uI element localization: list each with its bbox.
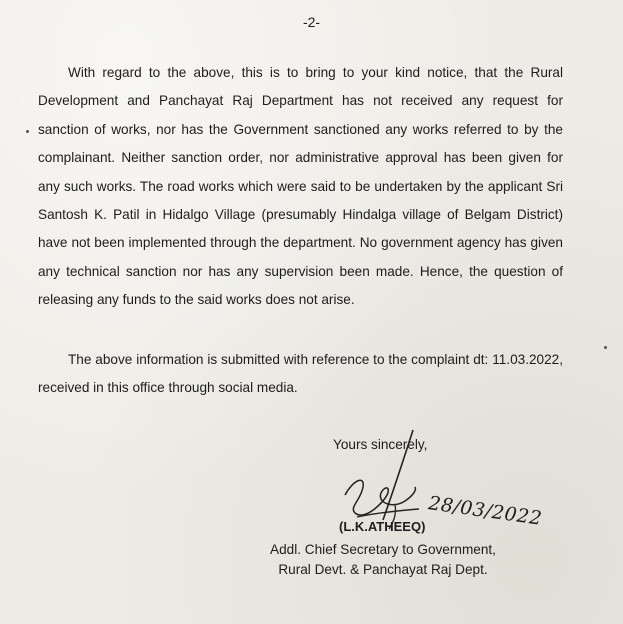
designation-line-1: Addl. Chief Secretary to Government,: [270, 542, 496, 557]
signatory-name: (L.K.ATHEEQ): [339, 519, 426, 534]
page-number: -2-: [302, 14, 321, 30]
designation-line-2: Rural Devt. & Panchayat Raj Dept.: [278, 562, 488, 577]
handwritten-date: 28/03/2022: [427, 492, 544, 530]
closing-salutation: Yours sincerely,: [333, 437, 428, 452]
body-paragraph-1: With regard to the above, this is to bring to your kind notice, that the Rural Development and Panchayat Raj Department has not received any request for sanction of works, nor has the Government sanctioned any works referred to by the complainant. Neither sanction order, nor administrative approval has been given for any such works. The road works which were said to be undertaken by the applicant Sri Santosh K. Patil in Hidalgo Village (presumably Hindalga village of Belgam District) have not been implemented through the department. No government agency has given any technical sanction nor has any supervision been made. Hence, the question of releasing any funds to the said works does not arise.: [38, 65, 563, 308]
margin-dot: [604, 346, 607, 349]
signatory-designation: [263, 540, 503, 580]
margin-dot: [26, 130, 29, 133]
body-paragraph-2: The above information is submitted with reference to the complaint dt: 11.03.2022, received in this office through social media.: [38, 352, 563, 396]
